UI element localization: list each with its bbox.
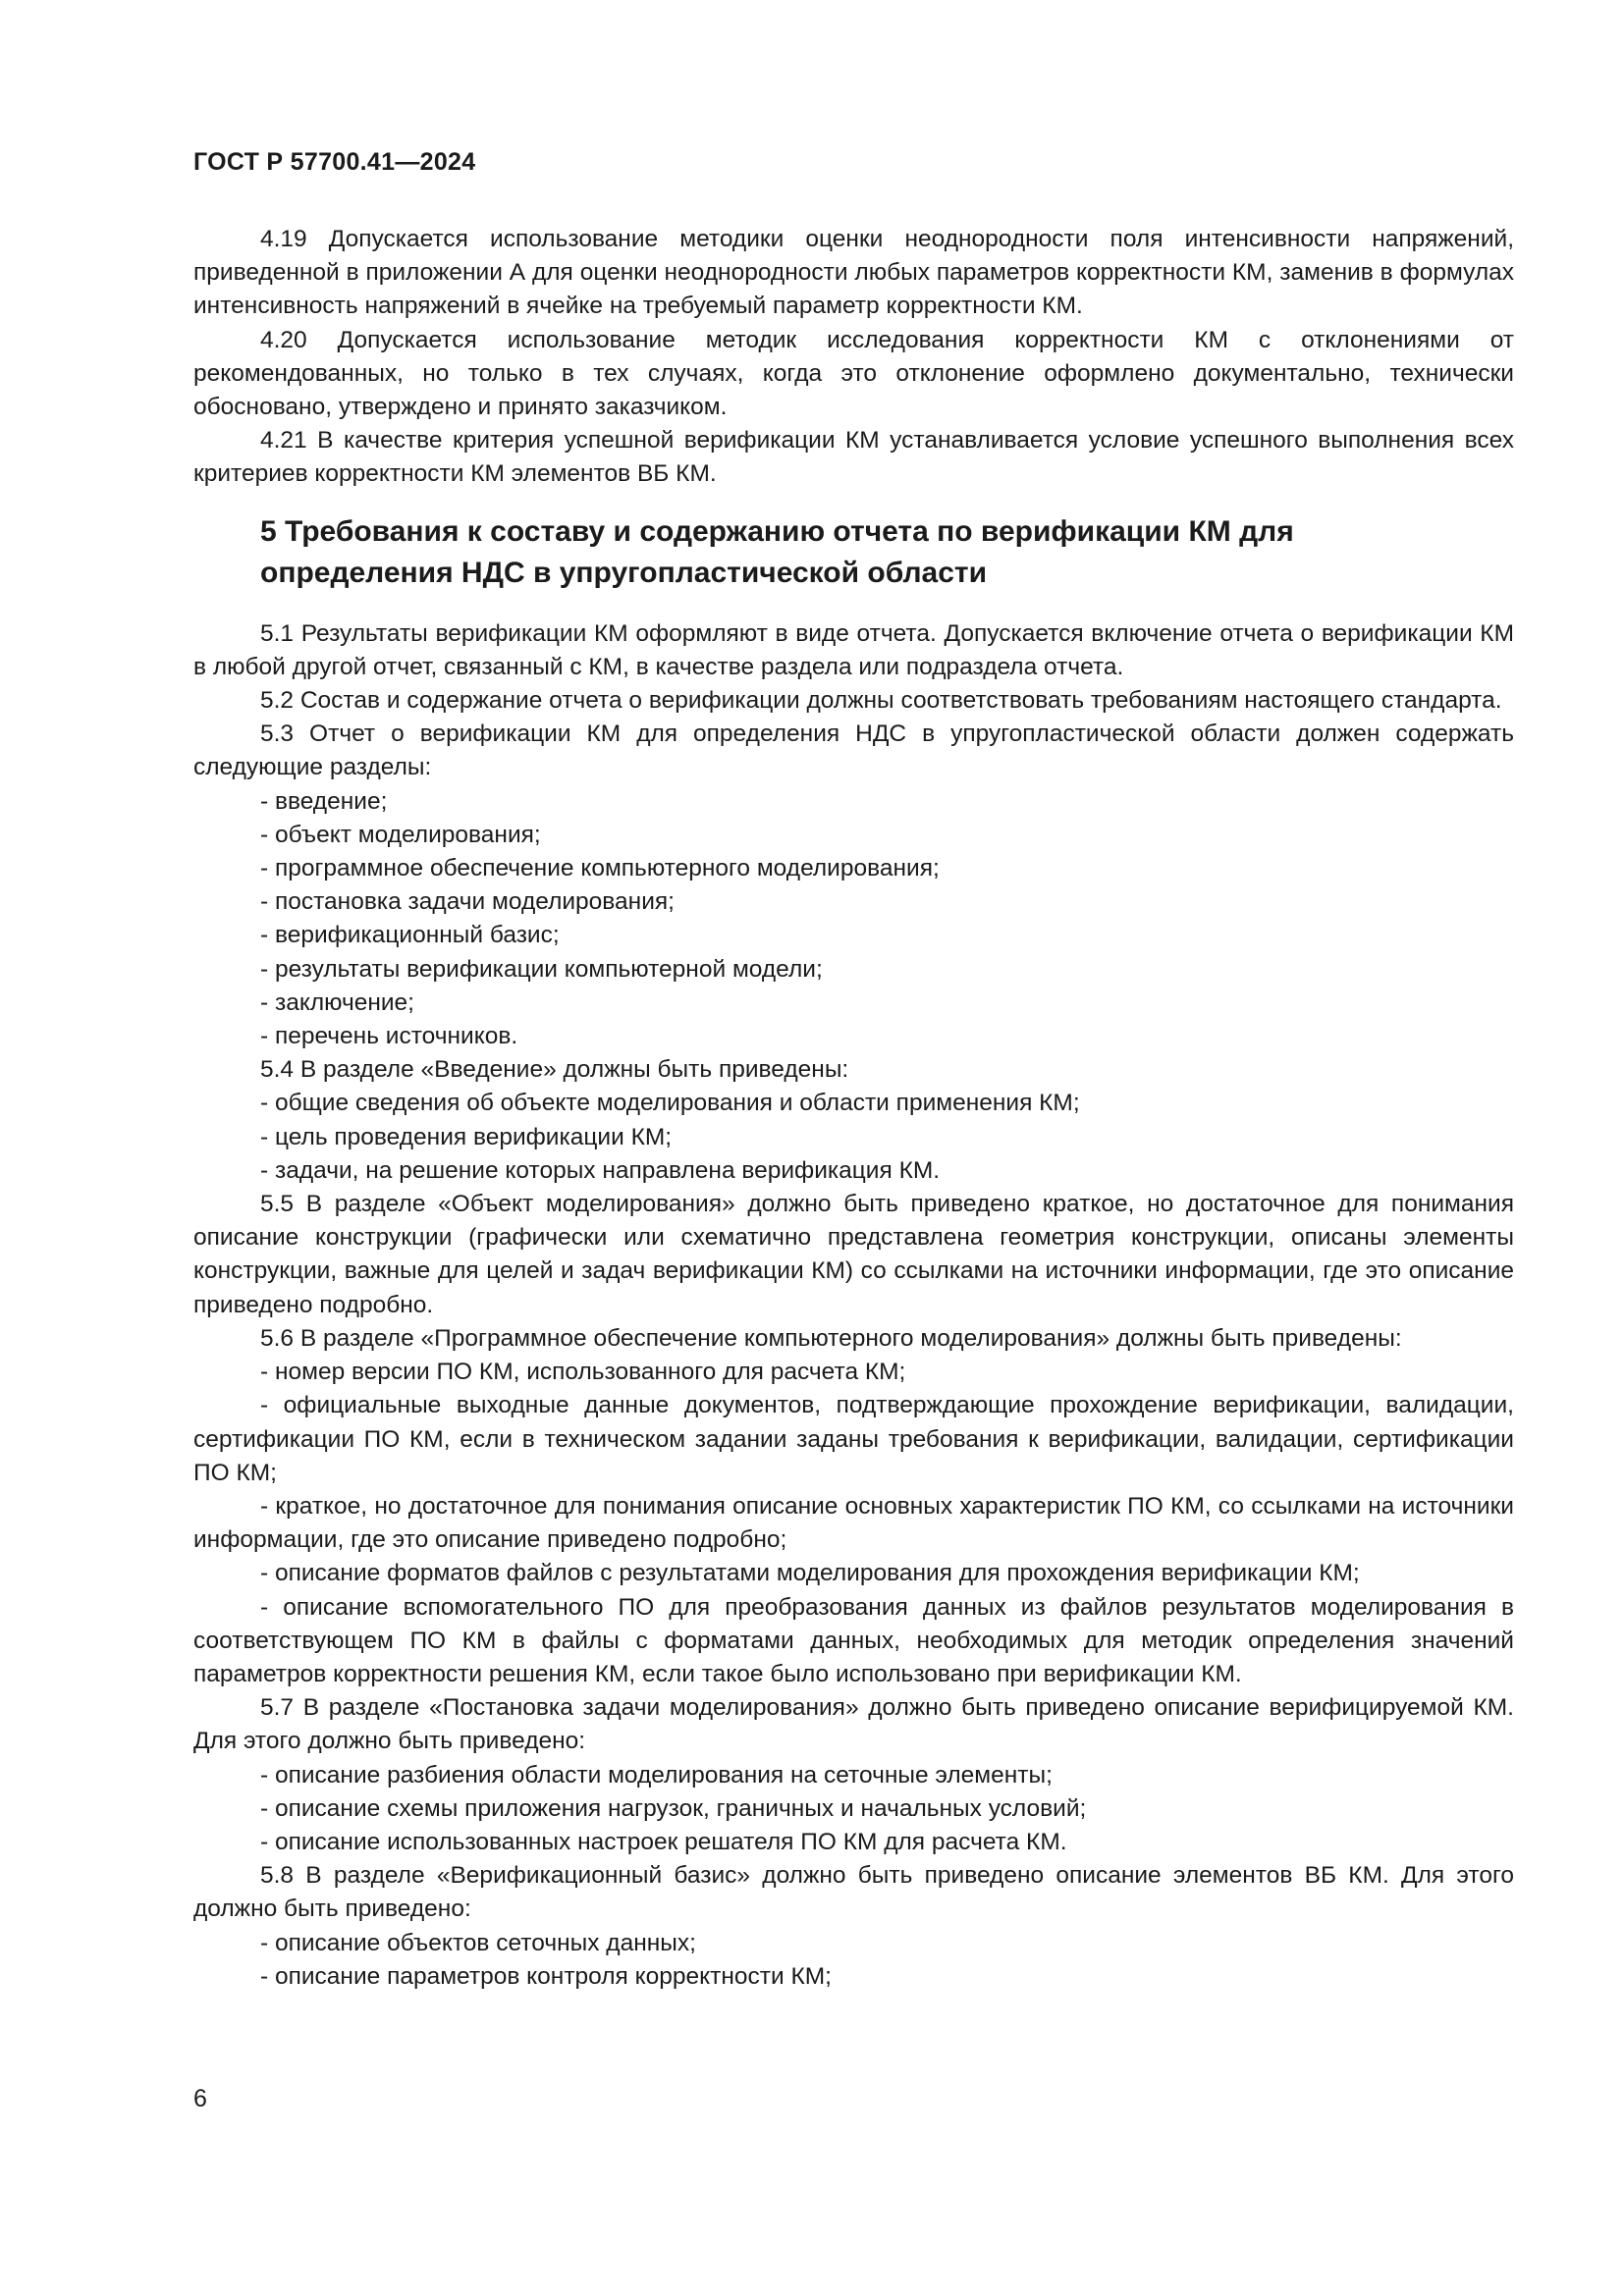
paragraph-5-2: 5.2 Состав и содержание отчета о верификации должны соответствовать требованиям настоящего стандарта.: [260, 687, 1502, 715]
document-header: ГОСТ Р 57700.41—2024: [193, 148, 476, 176]
paragraph-4-21: 4.21 В качестве критерия успешной верификации КМ устанавливается условие успешного выполнения всех критериев корректности КМ элементов ВБ КМ.: [193, 427, 1514, 488]
document-body: [193, 223, 1514, 1994]
list-item: - краткое, но достаточное для понимания описание основных характеристик ПО КМ, со ссылками на источники информации, где это описание приведено подробно;: [193, 1492, 1514, 1554]
list-item: - верификационный базис;: [260, 922, 560, 949]
paragraph-5-7: 5.7 В разделе «Постановка задачи моделирования» должно быть приведено описание верифицируемой КМ. Для этого должно быть приведено:: [193, 1694, 1514, 1755]
list-item: - описание объектов сеточных данных;: [260, 1929, 696, 1956]
section-5-title: 5 Требования к составу и содержанию отчета по верификации КМ для определения НДС в упругопластической области: [260, 514, 1294, 589]
list-item: - результаты верификации компьютерной модели;: [260, 955, 823, 983]
list-item: - общие сведения об объекте моделирования и области применения КМ;: [260, 1090, 1080, 1117]
list-item: - описание форматов файлов с результатами моделирования для прохождения верификации КМ;: [260, 1560, 1360, 1587]
list-item: - описание параметров контроля корректности КМ;: [260, 1962, 832, 1990]
paragraph-5-3: 5.3 Отчет о верификации КМ для определения НДС в упругопластической области должен содержать следующие разделы:: [193, 721, 1514, 781]
list-item: - задачи, на решение которых направлена верификация КМ.: [260, 1156, 941, 1184]
list-item: - заключение;: [260, 988, 414, 1016]
page-number: 6: [193, 2085, 207, 2112]
list-item: - официальные выходные данные документов, подтверждающие прохождение верификации, валидации, сертификации ПО КМ, если в техническом задании заданы требования к верификации, валидации, сертификации ПО КМ;: [193, 1392, 1514, 1486]
list-item: - описание схемы приложения нагрузок, граничных и начальных условий;: [260, 1794, 1087, 1822]
list-item: - объект моделирования;: [260, 821, 541, 848]
list-item: - постановка задачи моделирования;: [260, 888, 675, 916]
paragraph-5-6: 5.6 В разделе «Программное обеспечение компьютерного моделирования» должны быть приведены:: [260, 1324, 1402, 1352]
list-item: - описание вспомогательного ПО для преобразования данных из файлов результатов моделирования в соответствующем ПО КМ в файлы с форматами данных, необходимых для методик определения значений параметров корректности решения КМ, если такое было использовано при верификации КМ.: [193, 1593, 1514, 1687]
list-item: - цель проведения верификации КМ;: [260, 1123, 673, 1150]
list-item: - программное обеспечение компьютерного моделирования;: [260, 855, 940, 882]
list-item: - описание использованных настроек решателя ПО КМ для расчета КМ.: [260, 1828, 1067, 1855]
list-item: - описание разбиения области моделирования на сеточные элементы;: [260, 1761, 1053, 1789]
list-item: - номер версии ПО КМ, использованного для расчета КМ;: [260, 1359, 906, 1386]
paragraph-4-19: 4.19 Допускается использование методики оценки неоднородности поля интенсивности напряжений, приведенной в приложении А для оценки неоднородности любых параметров корректности КМ, заменив в формулах интенсивность напряжений в ячейке на требуемый параметр корректности КМ.: [193, 226, 1514, 320]
list-item: - введение;: [260, 787, 388, 815]
paragraph-5-8: 5.8 В разделе «Верификационный базис» должно быть приведено описание элементов ВБ КМ. Для этого должно быть приведено:: [193, 1862, 1514, 1923]
paragraph-5-5: 5.5 В разделе «Объект моделирования» должно быть приведено краткое, но достаточное для понимания описание конструкции (графически или схематично представлена геометрия конструкции, описаны элементы конструкции, важные для целей и задач верификации КМ) со ссылками на источники информации, где это описание приведено подробно.: [193, 1191, 1514, 1318]
paragraph-5-1: 5.1 Результаты верификации КМ оформляют в виде отчета. Допускается включение отчета о верификации КМ в любой другой отчет, связанный с КМ, в качестве раздела или подраздела отчета.: [193, 619, 1514, 680]
paragraph-4-20: 4.20 Допускается использование методик исследования корректности КМ с отклонениями от рекомендованных, но только в тех случаях, когда это отклонение оформлено документально, технически обосновано, утверждено и принято заказчиком.: [193, 326, 1514, 421]
list-item: - перечень источников.: [260, 1023, 518, 1050]
paragraph-5-4: 5.4 В разделе «Введение» должны быть приведены:: [260, 1056, 849, 1084]
